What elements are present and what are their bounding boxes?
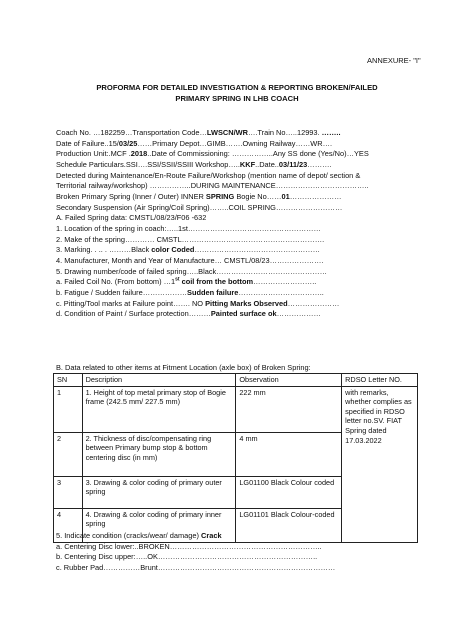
cell-description: 4. Drawing & color coding of primary inner spring bbox=[82, 508, 236, 542]
cell-description: 2. Thickness of disc/compensating ring between Primary bump stop & bottom centering disc (in mm) bbox=[82, 432, 236, 476]
document-title bbox=[0, 82, 474, 104]
manufacturer-line: 4. Manufacturer, Month and Year of Manufacture… CMSTL/08/23…………………. bbox=[56, 255, 324, 265]
failed-spring-data-line: A. Failed Spring data: CMSTL/08/23/F06 -632 bbox=[56, 213, 207, 223]
condition-section bbox=[56, 531, 335, 573]
table-row bbox=[54, 386, 418, 432]
table-header-row bbox=[54, 374, 418, 387]
production-line: Production Unit:.MCF .2018..Date of Commissioning: ……………..Any SS done (Yes/No)…YES bbox=[56, 149, 369, 159]
rubber-pad-line: c. Rubber Pad……………Brunt……………………………………………………………… bbox=[56, 562, 336, 572]
failure-details bbox=[56, 128, 456, 320]
cell-sn: 3 bbox=[54, 476, 83, 508]
section-b-heading: B. Data related to other items at Fitment Location (axle box) of Broken Spring: bbox=[56, 363, 311, 372]
paint-condition-line: d. Condition of Paint / Surface protection………Painted surface ok……………… bbox=[56, 309, 321, 319]
centering-disc-upper-line: b. Centering Disc upper:…..OK……………………………………………………….. bbox=[56, 552, 318, 562]
rdso-remark-cell: with remarks, whether complies as specified in RDSO letter no.SV. FIAT Spring dated 17.03.2022 bbox=[342, 386, 418, 542]
failed-coil-line: a. Failed Coil No. (From bottom) …1st coil from the bottom…………………….. bbox=[56, 277, 317, 287]
condition-heading: 5. Indicate condition (cracks/wear/ damage) Crack bbox=[56, 531, 222, 540]
broken-spring-line: Broken Primary Spring (Inner / Outer) INNER SPRING Bogie No……01………………… bbox=[56, 191, 342, 201]
fatigue-line: b. Fatigue / Sudden failure………………Sudden failure…………………………….. bbox=[56, 287, 324, 297]
marking-line: 3. Marking. . .. . ………Black color Coded…………………………………………… bbox=[56, 245, 321, 255]
centering-disc-lower-line: a. Centering Disc lower:..BROKEN…………………………………………………….. bbox=[56, 541, 322, 551]
make-line: 2. Make of the spring………… CMSTL…………………………………………………. bbox=[56, 234, 325, 244]
cell-description: 3. Drawing & color coding of primary outer spring bbox=[82, 476, 236, 508]
detected-line-1: Detected during Maintenance/En-Route Failure/Workshop (mention name of depot/ section & bbox=[56, 170, 361, 180]
secondary-suspension-line: Secondary Suspension (Air Spring/Coil Spring)……..COIL SPRING……………………… bbox=[56, 202, 343, 212]
cell-observation: LG01101 Black Colour-coded bbox=[236, 508, 342, 542]
title-line-1: PROFORMA FOR DETAILED INVESTIGATION & REPORTING BROKEN/FAILED bbox=[96, 83, 378, 92]
header-description: Description bbox=[82, 374, 236, 387]
cell-observation: 222 mm bbox=[236, 386, 342, 432]
schedule-line: Schedule Particulars.SSI….SSI/SSII/SSIII Workshop…..KKF..Date..03/11/23………. bbox=[56, 159, 332, 169]
location-line: 1. Location of the spring in coach:…..1st……………………………………………… bbox=[56, 223, 321, 233]
header-rdso-letter: RDSO Letter NO. bbox=[342, 374, 418, 387]
cell-sn: 2 bbox=[54, 432, 83, 476]
failure-date-line: Date of Failure..15/03/25……Primary Depot…GIMB…….Owning Railway……WR…. bbox=[56, 138, 333, 148]
fitment-table bbox=[53, 373, 418, 543]
pitting-line: c. Pitting/Tool marks at Failure point……. NO Pitting Marks Observed………………… bbox=[56, 298, 340, 308]
header-sn: SN bbox=[54, 374, 83, 387]
cell-sn: 1 bbox=[54, 386, 83, 432]
cell-observation: LG01100 Black Colour coded bbox=[236, 476, 342, 508]
drawing-number-line: 5. Drawing number/code of failed spring…..Black……………………………………… bbox=[56, 266, 328, 276]
cell-sn: 4 bbox=[54, 508, 83, 542]
detected-line-2: Territorial railway/workshop) ……………..DURING MAINTENANCE……………………………….. bbox=[56, 181, 369, 191]
header-observation: Observation bbox=[236, 374, 342, 387]
cell-observation: 4 mm bbox=[236, 432, 342, 476]
coach-line: Coach No. …182259…Transportation Code…LWSCN/WR….Train No…..12993. …….. bbox=[56, 128, 341, 137]
title-line-2: PRIMARY SPRING IN LHB COACH bbox=[175, 94, 299, 103]
cell-description: 1. Height of top metal primary stop of Bogie frame (242.5 mm/ 227.5 mm) bbox=[82, 386, 236, 432]
annexure-label: ANNEXURE- "I" bbox=[367, 56, 421, 65]
